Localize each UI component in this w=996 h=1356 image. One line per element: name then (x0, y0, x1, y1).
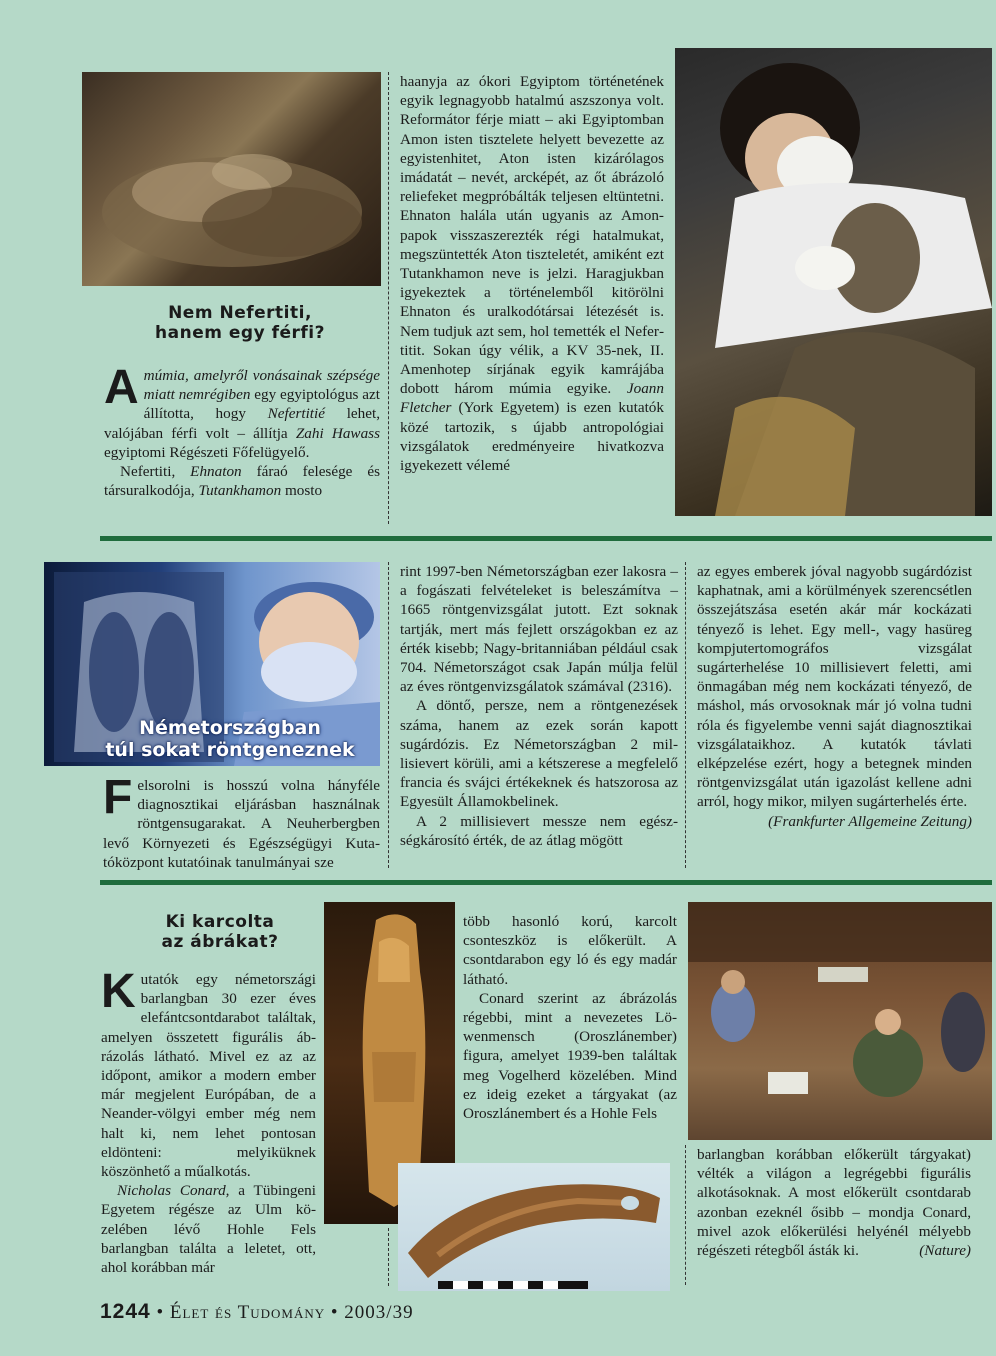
article3-col3: barlangban korábban előkerült tárgyakat) vélték a világon a legrégebbi figurális alkotásoknak. A most előkerült csontdarab azonban ezeknél ősibb – mondja Conard, mivel azok előkerülési helyénél mélyebb régészeti rétegből ásták ki. (Nature) (697, 1146, 971, 1260)
page-number: 1244 (100, 1300, 151, 1323)
issue-number: 2003/39 (344, 1302, 414, 1323)
column-divider (388, 562, 389, 868)
footer-separator: • (330, 1302, 339, 1323)
carved-bone-photo (398, 1163, 670, 1291)
article1-paragraph: Nefertiti, Ehnaton fáraó felesége és társuralkodója, Tutankhamon mosto (104, 463, 380, 500)
article3-col1: Kutatók egy németországi barlangban 30 ezer éves elefántcsontdarabot találtak, amelyen összetett figurális ábrázolás látható. Mivel ez az az időpont, amikor a modern ember már megjelent Európában, de a Neander-völgyi ember még nem halt ki, nem lehet pontosan eldönteni: melyiküknek köszönhető a műalkotás. Nicholas Conard, a Tübingeni Egyetem régésze az Ulm közelében lévő Hohle Fels barlangban találta a leletet, ott, ahol korábban már (101, 965, 316, 1277)
column-divider (685, 562, 686, 868)
section-divider (100, 880, 992, 885)
article3-source: (Nature) (919, 1242, 971, 1260)
archaeologist-mummy-photo (675, 48, 992, 516)
column-divider (685, 1145, 686, 1285)
dropcap: A (104, 361, 139, 414)
footer-separator: • (156, 1302, 165, 1323)
dropcap: F (103, 771, 133, 824)
column-divider (388, 1228, 389, 1286)
article1-lead: Amúmia, amelyről vonásainak szépsége miatt nemrégiben egy egyiptológus azt állította, hogy Nefertitié lehet, valójában férfi volt – állítja Zahi Hawass egyiptomi Régészeti Főfelügyelő. (104, 361, 380, 461)
magazine-name: Élet és Tudomány (169, 1302, 326, 1323)
article2-col1: Felsorolni is hosszú volna hányféle diagnosztikai eljárásban használnak röntgensugarakat. A Neuherbergben levő Környezeti és Egészségügyi Kutatóközpont kutatóinak tanulmányai sze (103, 771, 380, 871)
article3-title: Ki karcolta az ábrákat? (161, 912, 279, 952)
column-divider (388, 72, 389, 524)
article2-col2: rint 1997-ben Németországban ezer lakosra – a fogászati felvételeket is beleszámítva – 1665 röntgenvizsgálat jutott. Ezt soknak tartják, mert más fejlett országokban ez az érték kisebb; Nagy-britanniában például csak 704. Németországot csak Japán múlja felül az éves röntgenvizsgálatok számával (2316). A döntő, persze, nem a röntgenezések száma, hanem az ezek során kapott sugárdózis. Ez Németországban 2 millisievert körüli, ami a kétszerese a megfelelő francia és svájci értékeknek és hatszorosa az Egyesült Államokbelinek. A 2 millisievert messze nem egészségkárosító érték, de az átlag mögött (400, 563, 678, 849)
article3-col2: több hasonló korú, karcolt csonteszköz is előkerült. A csontdarabon egy ló és egy madár látható. Conard szerint az ábrázolás régebbi, mint a nevezetes Löwenmensch (Oroszlánember) figura, amelyet 1939-ben találtak meg Vogelherd közelében. Mind ez ideig ezeket a tárgyakat (az Oroszlánembert és a Hohle Fels (463, 913, 677, 1123)
excavation-site-photo (688, 902, 992, 1140)
mummies-photo (82, 72, 381, 286)
article1-col2: haanyja az ókori Egyiptom történetének egyik legnagyobb hatalmú aszszonya volt. Reformátor férje miatt – aki Egyiptomban Amon isten tisztelete helyett bevezette az egyistenhitet, Aton isten kizárólagos imádatát – nevét, arcképét, az őt ábrázoló reliefeket megpróbálták teljesen eltüntetni. Ehnaton halála után ugyanis az Amon-papok visszaszerezték régi hatalmukat, megszüntették Aton tiszteletét, amiként ezt Tutankhamon neve is jelzi. Haragjukban igyekeztek a történelemből kitörölni Ehnaton és uralkodótársai létezését is. Nem tudjuk azt sem, hol temették el Nefertitit. Sokan úgy vélik, a KV 35-nek, II. Amenhotep sírjának egyik kamrájába dobott három múmia egyike. Joann Fletcher (York Egyetem) is ezen kutatók közé tartozik, s újabb antropológiai vizsgálatok eredményeire hivatkozva igyekezett vélemé (400, 73, 664, 475)
article2-col3: az egyes emberek jóval nagyobb sugárdózist kaphatnak, ami a körülmények szerencsétlen összejátszása esetén akár már kockázati tényező is lehet. Egy mell-, vagy hasüreg kompjutertomográfos vizsgálat sugárterhelése 10 millisievert feletti, ami önmagában még nem kockázati tényező, de máshol, más orvosoknak már jó volna tudni róla és figyelembe venni saját diagnosztikai vizsgálataikhoz. A kutatók távlati elképzelése ezért, hogy a betegnek minden röntgenvizsgálat után igazolást kellene adni arról, hogy mikor, milyen sugárterhelés érte. (Frankfurter Allgemeine Zeitung) (697, 563, 972, 830)
article1-col1 (104, 361, 380, 500)
article1-title: Nem Nefertiti, hanem egy férfi? (155, 303, 325, 343)
page-footer (100, 1300, 414, 1324)
article2-source: (Frankfurter Allgemeine Zeitung) (768, 812, 972, 830)
section-divider (100, 536, 992, 541)
dropcap: K (101, 965, 136, 1018)
article2-title: Németországban túl sokat röntgeneznek (105, 717, 355, 761)
